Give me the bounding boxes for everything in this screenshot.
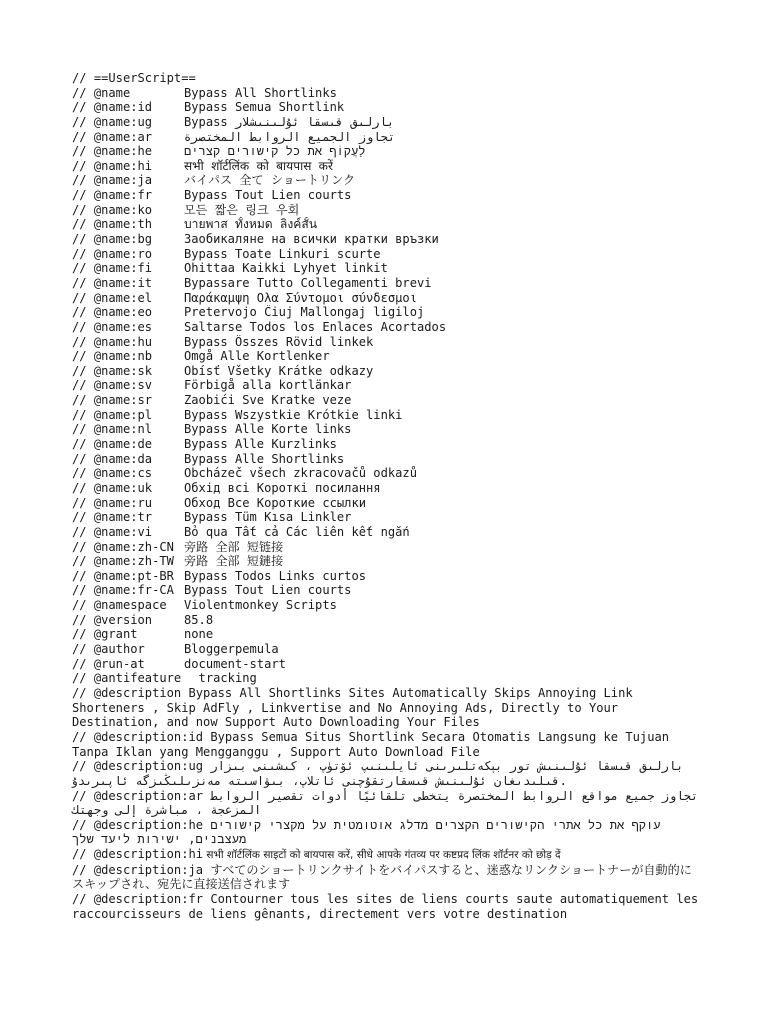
- metadata-line: [72, 657, 702, 672]
- metadata-line: [72, 437, 702, 452]
- metadata-line: [72, 115, 702, 130]
- metadata-key: // @name: [72, 85, 131, 100]
- metadata-value: לַעֲקוֹף את כל קישורים קצרים: [184, 144, 366, 159]
- metadata-line: [72, 247, 702, 262]
- metadata-key: // @namespace: [72, 598, 167, 613]
- metadata-key: // @name:cs: [72, 466, 153, 481]
- metadata-value: Bypass Tüm Kısa Linkler: [184, 510, 352, 525]
- metadata-line: [72, 203, 702, 218]
- metadata-key: // @name:ru: [72, 495, 153, 510]
- metadata-key: // @name:vi: [72, 524, 153, 539]
- metadata-key: // @name:he: [72, 144, 153, 159]
- metadata-key: // @version: [72, 612, 153, 627]
- description-key: // @description:ar: [72, 788, 204, 803]
- metadata-line: [72, 159, 702, 174]
- metadata-line: [72, 554, 702, 569]
- metadata-key: // @name:sk: [72, 363, 153, 378]
- metadata-value: Zaobići Sve Kratke veze: [184, 393, 352, 408]
- metadata-line: [72, 349, 702, 364]
- metadata-value: 旁路 全部 短鏈接: [184, 554, 284, 569]
- metadata-value: सभी शॉर्टलिंक को बायपास करें: [184, 158, 333, 173]
- description-value: Bypass Semua Situs Shortlink Secara Otomatis Langsung ke Tujuan Tanpa Iklan yang Mengganggu , Support Auto Download File: [72, 729, 670, 759]
- metadata-key: // @name:fi: [72, 261, 153, 276]
- metadata-key: // @name:hi: [72, 158, 153, 173]
- metadata-line: [72, 276, 702, 291]
- metadata-key: // @name:da: [72, 451, 153, 466]
- metadata-line: [72, 291, 702, 306]
- metadata-line: [72, 86, 702, 101]
- metadata-key: // @name:ja: [72, 173, 153, 188]
- description-line: [72, 789, 702, 818]
- description-value: עוקף את כל אתרי הקישורים הקצרים מדלג אוטומטית על מקצרי קישורים מעצבנים, ישירות ליעד שלך: [72, 817, 661, 847]
- metadata-value: Bypass Tout Lien courts: [184, 188, 352, 203]
- metadata-key: // @name:it: [72, 275, 153, 290]
- metadata-key: // @name:ug: [72, 114, 153, 129]
- description-line: [72, 863, 702, 892]
- metadata-value: Обхід всі Короткі посилання: [184, 480, 381, 495]
- metadata-value: 85.8: [184, 612, 214, 627]
- metadata-value: Bypassare Tutto Collegamenti brevi: [184, 275, 432, 290]
- metadata-value: none: [184, 627, 214, 642]
- metadata-key: // @author: [72, 641, 145, 656]
- metadata-value: Обход Все Короткие ссылки: [184, 495, 367, 510]
- metadata-line: [72, 364, 702, 379]
- description-value: Contourner tous les sites de liens courts saute automatiquement les raccourcisseurs de liens gênants, directement vers votre destination: [72, 892, 699, 921]
- metadata-line: [72, 378, 702, 393]
- description-list: [72, 686, 702, 922]
- metadata-line: [72, 305, 702, 320]
- metadata-value: Bypass All Shortlinks: [184, 85, 337, 100]
- description-key: // @description:hi: [72, 847, 204, 862]
- metadata-value: Bypass Semua Shortlink: [184, 100, 345, 115]
- description-line: [72, 730, 702, 759]
- metadata-value: Obísť Všetky Krátke odkazy: [184, 363, 374, 378]
- description-value: Bypass All Shortlinks Sites Automatically Skips Annoying Link Shorteners , Skip AdFly , Linkvertise and No Annoying Ads, Directly to Your Destination, and now Support Auto Downloading Your Files: [72, 685, 633, 730]
- description-line: [72, 759, 702, 788]
- metadata-value: تجاوز الجميع الروابط المختصرة: [184, 129, 396, 144]
- metadata-key: // @name:el: [72, 290, 153, 305]
- metadata-value: Παράκαμψη Ολα Σύντομοι σύνδεσμοι: [184, 290, 417, 305]
- metadata-key: // @antifeature: [72, 671, 182, 686]
- description-value: すべてのショートリンクサイトをバイパスすると、迷惑なリンクショートナーが自動的にスキップされ、宛先に直接送信されます: [72, 862, 692, 892]
- metadata-key: // @run-at: [72, 656, 145, 671]
- metadata-line: [72, 393, 702, 408]
- metadata-line: [72, 188, 702, 203]
- metadata-line: [72, 510, 702, 525]
- metadata-value: Заобикаляне на всички кратки връзки: [184, 232, 439, 247]
- metadata-value: บายพาส ทั้งหมด ลิงค์สั้น: [184, 217, 317, 232]
- description-key: // @description:ja: [72, 862, 204, 877]
- metadata-line: [72, 525, 702, 540]
- metadata-value: Bypass Wszystkie Krótkie linki: [184, 407, 403, 422]
- metadata-value: Bypass Todos Links curtos: [184, 568, 367, 583]
- metadata-line: [72, 422, 702, 437]
- metadata-key: // @name:zh-CN: [72, 539, 174, 554]
- metadata-key: // @name:ro: [72, 246, 153, 261]
- metadata-value: Förbigå alla kortlänkar: [184, 378, 352, 393]
- description-value: تجاوز جميع مواقع الروابط المختصرة يتخطى تلقائيًا أدوات تقصير الروابط المزعجة ، مباشرة إلى وجهتك: [72, 788, 699, 818]
- metadata-line: [72, 540, 702, 555]
- metadata-key: // @name:hu: [72, 334, 153, 349]
- metadata-value: Omgå Alle Kortlenker: [184, 349, 330, 364]
- description-key: // @description: [72, 685, 182, 700]
- metadata-key: // @name:id: [72, 100, 153, 115]
- metadata-line: [72, 173, 702, 188]
- metadata-value: Bypass Toate Linkuri scurte: [184, 246, 381, 261]
- metadata-key: // @name:sv: [72, 378, 153, 393]
- metadata-line: [72, 217, 702, 232]
- metadata-key: // @name:nl: [72, 422, 153, 437]
- metadata-key: // @name:de: [72, 437, 153, 452]
- metadata-line: [72, 627, 702, 642]
- metadata-key: // @name:ko: [72, 202, 153, 217]
- metadata-line: [72, 481, 702, 496]
- metadata-line: [72, 130, 702, 145]
- metadata-key: // @name:nb: [72, 349, 153, 364]
- metadata-key: // @name:eo: [72, 305, 153, 320]
- metadata-key: // @name:bg: [72, 232, 153, 247]
- userscript-source: [72, 71, 702, 921]
- userscript-header: // ==UserScript==: [72, 71, 196, 85]
- metadata-key: // @name:uk: [72, 480, 153, 495]
- metadata-line: [72, 452, 702, 467]
- metadata-list: [72, 86, 702, 686]
- metadata-value: Bỏ qua Tất cả Các liên kết ngắn: [184, 524, 410, 539]
- metadata-value: Bypass Alle Korte links: [184, 422, 352, 437]
- metadata-value: Bloggerpemula: [184, 641, 279, 656]
- description-line: [72, 686, 702, 730]
- description-value: بارلىق قىسقا ئۇلىنىش تور بېكەتلىرىنى ئايلىنىپ ئۆتۈپ ، كىشىنى بىزار قىلىدىغان ئۇلىنىش قىسقارتقۇچنى ئاتلاپ، بىۋاسىتە مەنزىلىڭىزگە ئاپىرىدۇ.: [72, 759, 684, 788]
- metadata-line: [72, 496, 702, 511]
- metadata-line: [72, 144, 702, 159]
- metadata-value: Bypass Alle Shortlinks: [184, 451, 345, 466]
- metadata-line: [72, 642, 702, 657]
- metadata-line: [72, 598, 702, 613]
- metadata-value: Bypass Alle Kurzlinks: [184, 437, 337, 452]
- metadata-value: Pretervojo Ĉiuj Mallongaj ligiloj: [184, 305, 425, 320]
- metadata-value: Violentmonkey Scripts: [184, 598, 337, 613]
- description-value: सभी शॉर्टलिंक साइटों को बायपास करें, सीधे आपके गंतव्य पर कष्टप्रद लिंक शॉर्टनर को छोड़ दें: [203, 849, 561, 862]
- metadata-value: Bypass بارلىق قىسقا ئۇلىنىشلار: [184, 114, 395, 129]
- metadata-key: // @name:th: [72, 217, 153, 232]
- metadata-line: [72, 408, 702, 423]
- metadata-key: // @grant: [72, 627, 138, 642]
- metadata-line: [72, 466, 702, 481]
- metadata-key: // @name:ar: [72, 129, 153, 144]
- metadata-line: [72, 569, 702, 584]
- metadata-value: Ohittaa Kaikki Lyhyet linkit: [184, 261, 388, 276]
- metadata-key: // @name:fr-CA: [72, 583, 174, 598]
- metadata-key: // @name:pt-BR: [72, 568, 174, 583]
- description-line: [72, 892, 702, 921]
- metadata-value: 旁路 全部 短链接: [184, 539, 284, 554]
- metadata-key: // @name:sr: [72, 393, 153, 408]
- metadata-key: // @name:pl: [72, 407, 153, 422]
- metadata-line: [72, 583, 702, 598]
- description-key: // @description:id: [72, 729, 204, 744]
- description-key: // @description:he: [72, 817, 204, 832]
- description-line: [72, 818, 702, 847]
- metadata-line: [72, 100, 702, 115]
- metadata-line: [72, 232, 702, 247]
- metadata-key: // @name:zh-TW: [72, 554, 174, 569]
- metadata-value: Bypass Összes Rövid linkek: [184, 334, 374, 349]
- metadata-key: // @name:fr: [72, 188, 153, 203]
- metadata-value: 모든 짧은 링크 우회: [184, 202, 300, 217]
- metadata-line: [72, 335, 702, 350]
- metadata-value: Obcházeč všech zkracovačů odkazů: [184, 466, 417, 481]
- metadata-key: // @name:es: [72, 319, 153, 334]
- metadata-value: tracking: [184, 671, 257, 686]
- metadata-line: [72, 613, 702, 628]
- metadata-line: [72, 671, 702, 686]
- description-line: [72, 847, 702, 863]
- description-key: // @description:ug: [72, 759, 204, 774]
- metadata-line: [72, 261, 702, 276]
- metadata-value: バイパス 全て ショートリンク: [184, 173, 356, 188]
- metadata-value: document-start: [184, 656, 286, 671]
- metadata-key: // @name:tr: [72, 510, 153, 525]
- metadata-value: Saltarse Todos los Enlaces Acortados: [184, 319, 447, 334]
- description-key: // @description:fr: [72, 892, 204, 907]
- metadata-value: Bypass Tout Lien courts: [184, 583, 352, 598]
- metadata-line: [72, 320, 702, 335]
